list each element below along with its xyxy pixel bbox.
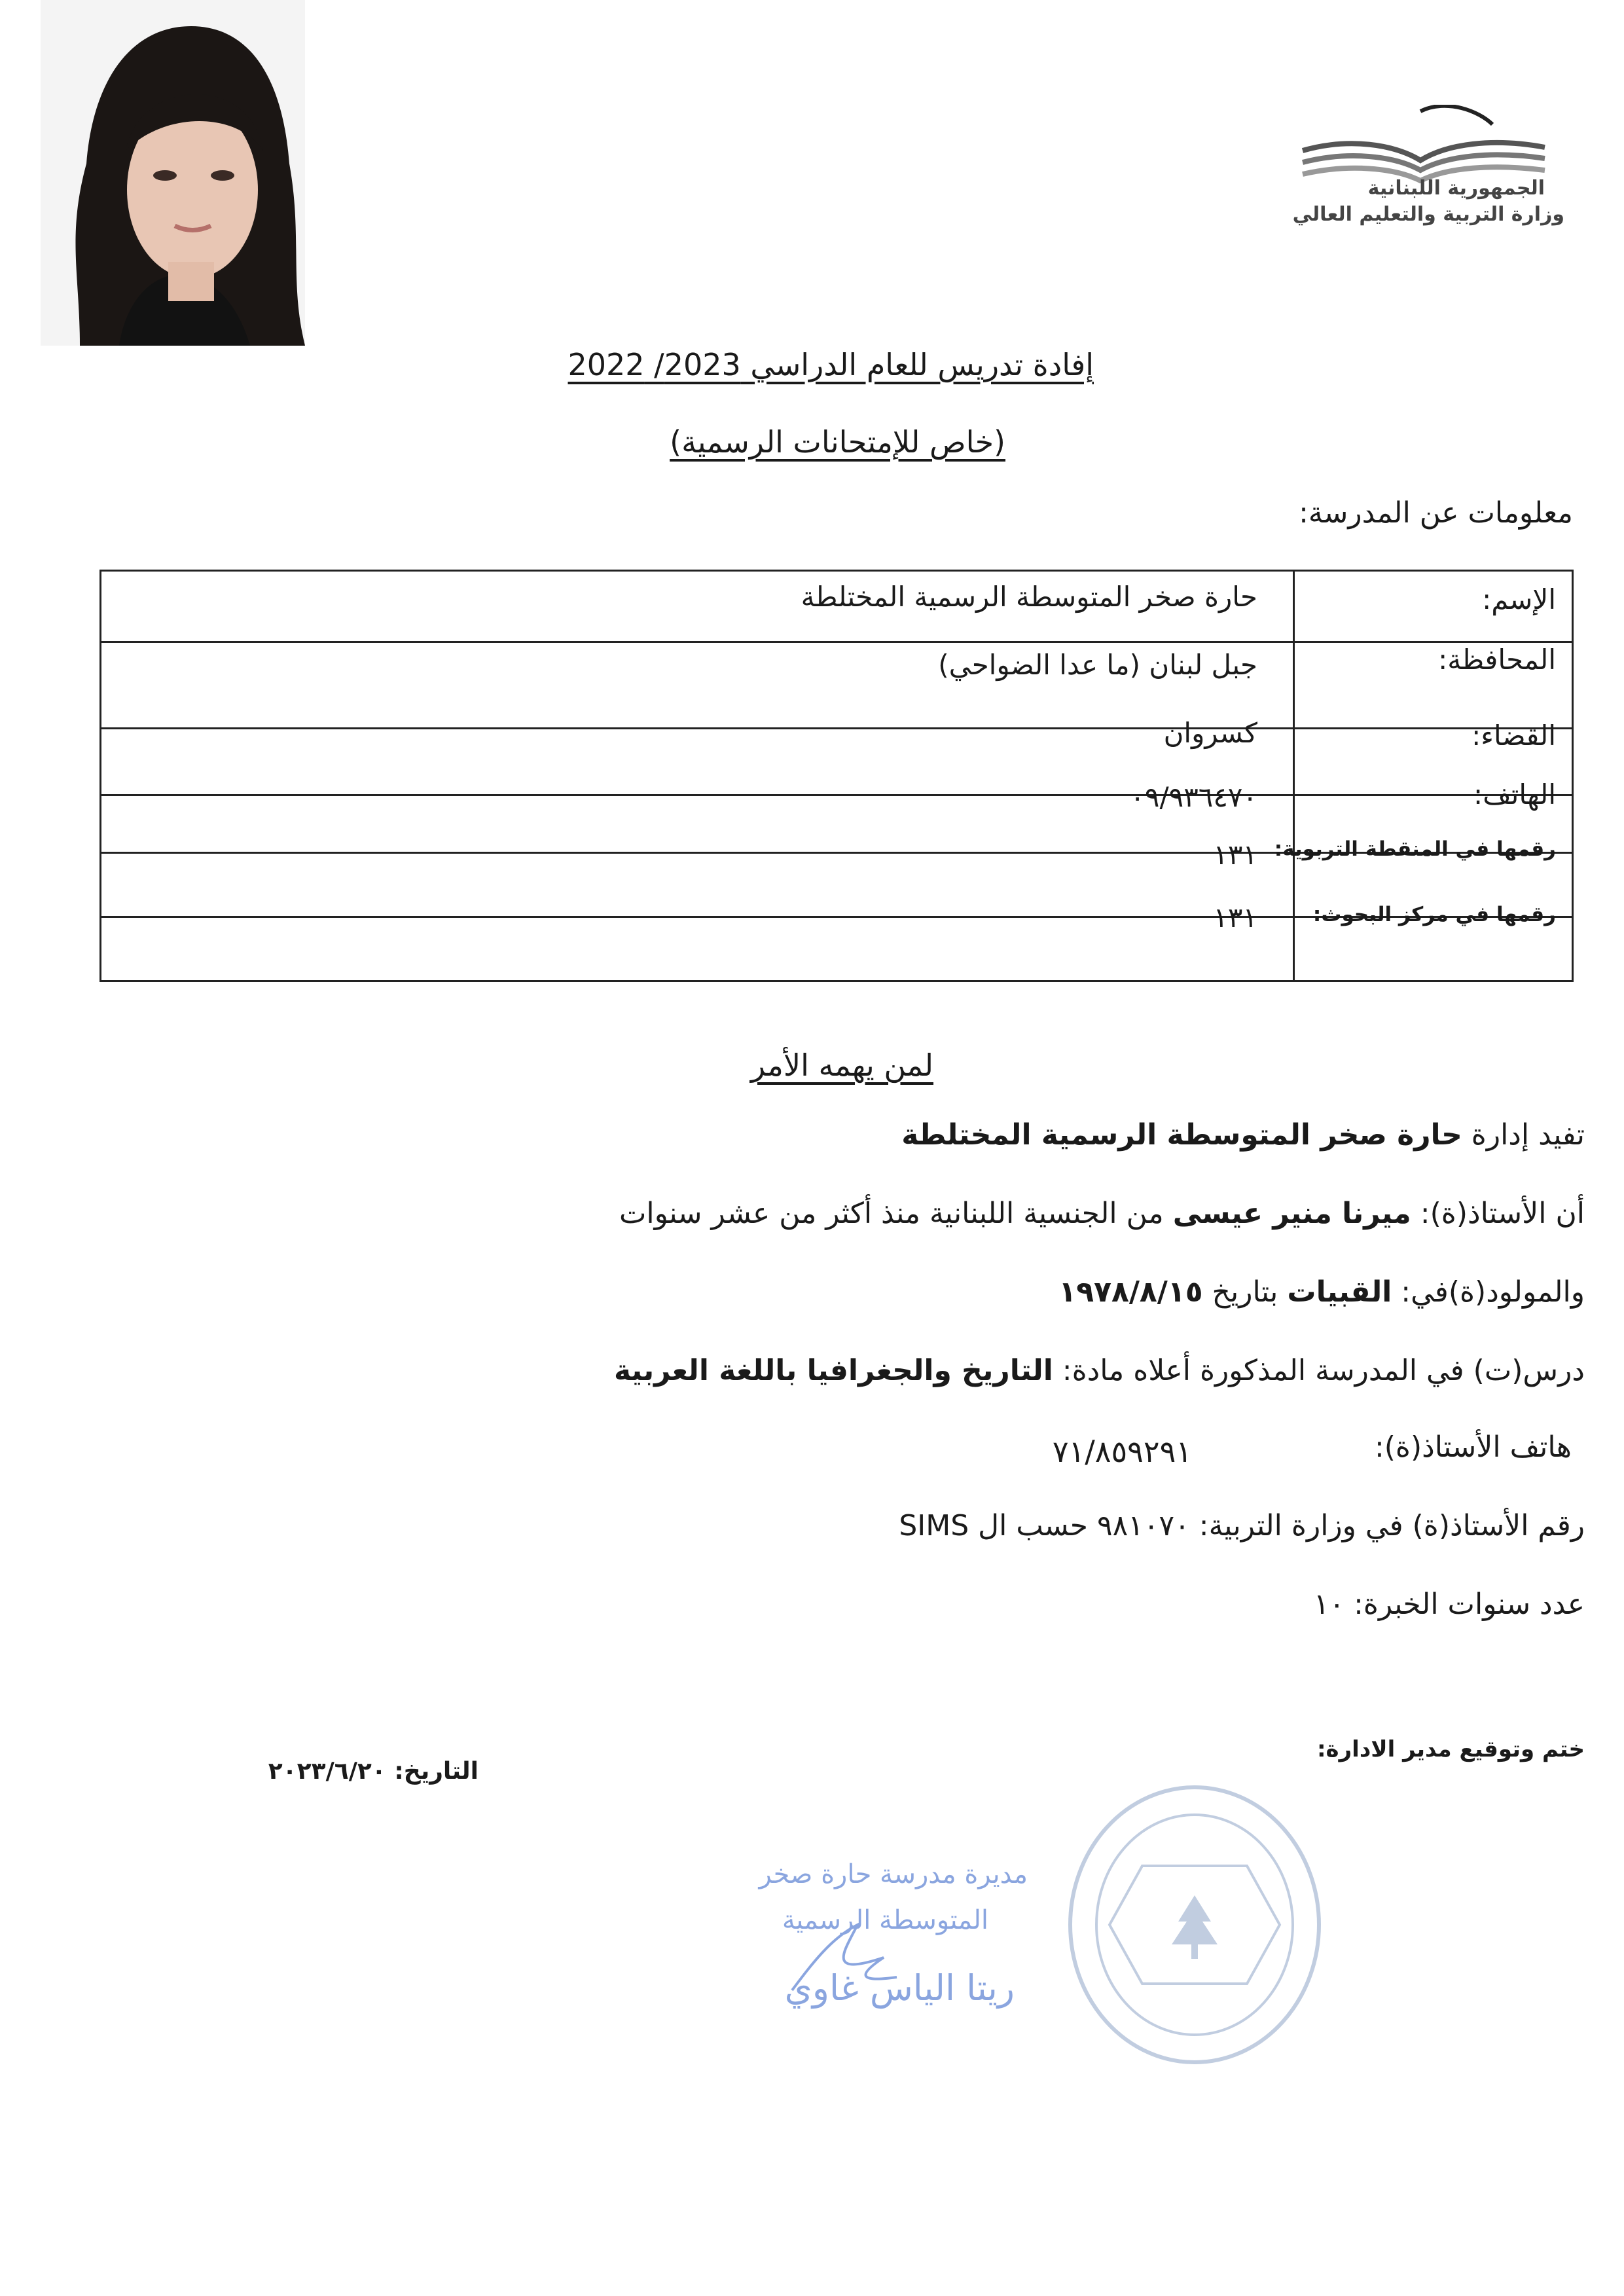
paragraph-line-7: عدد سنوات الخبرة: ١٠ <box>1313 1588 1585 1621</box>
label-educational-zone-number: رقمها في المنقطة التربوية: <box>1274 837 1556 861</box>
ministry-line-1: الجمهورية اللبنانية <box>1367 177 1545 200</box>
label-name: الإسم: <box>1482 583 1556 615</box>
birth-place: القبيات <box>1287 1275 1392 1309</box>
signature-scribble-icon <box>785 1912 903 2003</box>
paragraph-line-2 <box>619 1197 1585 1230</box>
value-phone: ٠٩/٩٣٦٤٧٠ <box>1130 781 1257 813</box>
line2-prefix: أن الأستاذ(ة): <box>1411 1197 1585 1230</box>
school-info-table <box>99 570 1574 982</box>
to-whom-heading: لمن يهمه الأمر <box>750 1048 933 1083</box>
table-row-divider <box>101 727 1572 729</box>
value-governorate: جبل لبنان (ما عدا الضواحي) <box>938 649 1257 681</box>
line1-prefix: تفيد إدارة <box>1462 1118 1585 1152</box>
value-educational-zone-number: ١٣١ <box>1213 839 1257 871</box>
paragraph-line-6: رقم الأستاذ(ة) في وزارة التربية: ٩٨١٠٧٠ حسب ال SIMS <box>899 1509 1585 1542</box>
teacher-phone-label: هاتف الأستاذ(ة): <box>1374 1430 1572 1464</box>
table-row-divider <box>101 794 1572 796</box>
label-governorate: المحافظة: <box>1438 644 1556 676</box>
value-district: كسروان <box>1163 717 1257 749</box>
signature-line-3: ريتا الياس غاوي <box>784 1967 1015 2009</box>
value-research-center-number: ١٣١ <box>1213 902 1257 934</box>
birth-date: ١٩٧٨/٨/١٥ <box>1058 1275 1203 1309</box>
teacher-name: ميرنا منير عيسى <box>1172 1197 1411 1230</box>
school-info-heading: معلومات عن المدرسة: <box>1299 496 1573 530</box>
line3-mid: بتاريخ <box>1202 1275 1288 1309</box>
line4-prefix: درس(ت) في المدرسة المذكورة أعلاه مادة: <box>1053 1354 1585 1387</box>
label-research-center-number: رقمها في مركز البحوث: <box>1312 903 1556 926</box>
signature-line-1: مديرة مدرسة حارة صخر <box>759 1859 1028 1889</box>
ministry-logo <box>1290 72 1564 229</box>
paragraph-line-4 <box>614 1354 1585 1387</box>
paragraph-line-1 <box>901 1118 1585 1152</box>
value-name: حارة صخر المتوسطة الرسمية المختلطة <box>801 581 1257 613</box>
table-divider <box>1293 572 1295 980</box>
director-signature <box>700 1859 1041 2043</box>
label-phone: الهاتف: <box>1473 778 1556 811</box>
ministry-line-2: وزارة التربية والتعليم العالي <box>1292 203 1564 226</box>
document-title: إفادة تدريس للعام الدراسي 2023/ 2022 <box>568 347 1094 382</box>
director-signature-label: ختم وتوقيع مدير الادارة: <box>1316 1736 1585 1762</box>
teacher-phone-value: ٧١/٨٥٩٢٩١ <box>1052 1434 1192 1469</box>
subject: التاريخ والجغرافيا باللغة العربية <box>613 1354 1053 1387</box>
applicant-photo <box>41 0 305 346</box>
document-subtitle: (خاص للإمتحانات الرسمية) <box>670 424 1005 460</box>
school-name: حارة صخر المتوسطة الرسمية المختلطة <box>901 1118 1462 1152</box>
paragraph-line-3 <box>1058 1275 1585 1309</box>
official-stamp <box>1064 1781 1326 2069</box>
document-date: التاريخ: ٢٠٢٣/٦/٢٠ <box>268 1758 478 1785</box>
line3-prefix: والمولود(ة)في: <box>1392 1275 1585 1309</box>
table-row-divider <box>101 641 1572 643</box>
label-district: القضاء: <box>1471 720 1556 752</box>
signature-line-2: المتوسطة الرسمية <box>782 1905 988 1935</box>
line2-suffix: من الجنسية اللبنانية منذ أكثر من عشر سنوات <box>619 1197 1173 1230</box>
